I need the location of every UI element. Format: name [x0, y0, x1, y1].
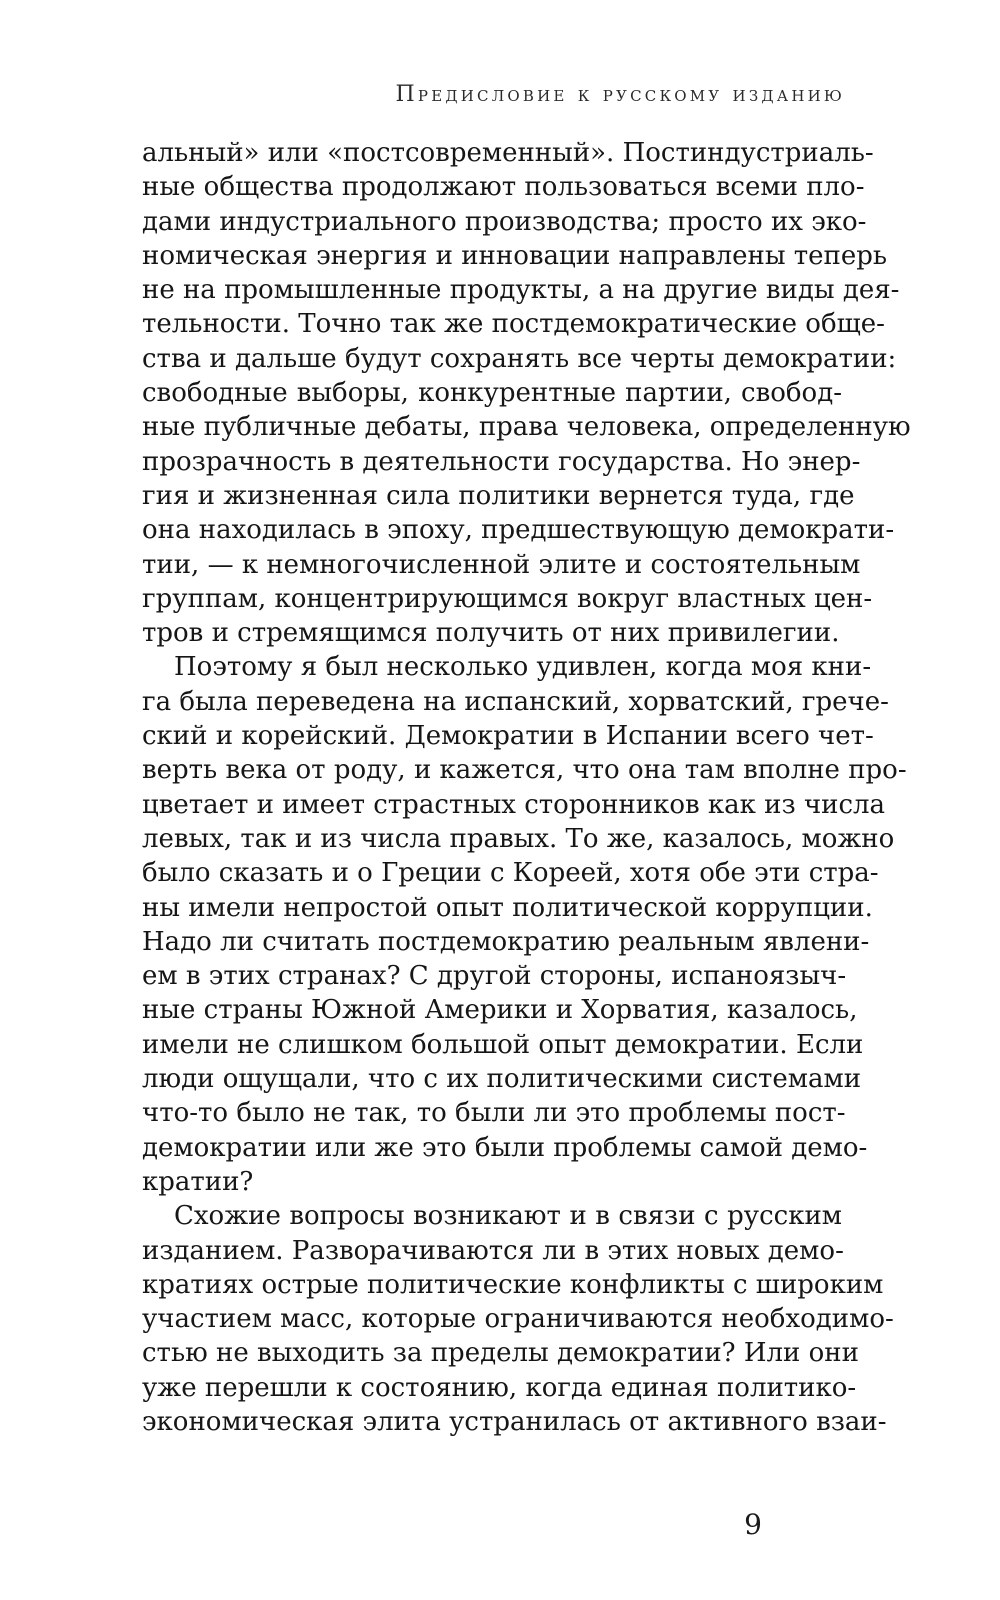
running-head: Предисловие к русскому изданию [395, 82, 845, 107]
text-line: тельности. Точно так же постдемократические обще- [142, 309, 885, 340]
text-line: ства и дальше будут сохранять все черты демократии: [142, 343, 897, 374]
text-line: ем в этих странах? С другой стороны, испаноязыч- [142, 961, 847, 992]
text-line: было сказать и о Греции с Кореей, хотя обе эти стра- [142, 858, 879, 889]
text-line: она находилась в эпоху, предшествующую демократи- [142, 515, 895, 546]
text-line: стью не выходить за пределы демократии? Или они [142, 1338, 859, 1369]
text-line: тров и стремящимся получить от них привилегии. [142, 618, 840, 649]
text-line: ные общества продолжают пользоваться всеми пло- [142, 172, 865, 203]
text-line: номическая энергия и инновации направлены теперь [142, 240, 888, 271]
text-line: левых, так и из числа правых. То же, казалось, можно [142, 823, 895, 854]
text-line: цветает и имеет страстных сторонников как из числа [142, 789, 886, 820]
text-line: группам, концентрирующимся вокруг властных цен- [142, 583, 873, 614]
text-line: кратии? [142, 1166, 254, 1197]
text-line: дами индустриального производства; просто их эко- [142, 206, 867, 237]
text-line: что-то было не так, то были ли это проблемы пост- [142, 1098, 846, 1129]
body-text [142, 136, 911, 1439]
text-line: демократии или же это были проблемы самой демо- [142, 1132, 868, 1163]
text-line: гия и жизненная сила политики вернется туда, где [142, 480, 855, 511]
text-line: тии, — к немногочисленной элите и состоятельным [142, 549, 861, 580]
text-line: верть века от роду, и кажется, что она там вполне про- [142, 755, 907, 786]
text-line: свободные выборы, конкурентные партии, свобод- [142, 378, 842, 409]
paragraph-start-line: Поэтому я был несколько удивлен, когда моя кни- [174, 652, 872, 683]
text-line: кратиях острые политические конфликты с широким [142, 1269, 884, 1300]
text-line: ский и корейский. Демократии в Испании всего чет- [142, 721, 874, 752]
text-line: Надо ли считать постдемократию реальным явлени- [142, 926, 870, 957]
text-line: экономическая элита устранилась от активного взаи- [142, 1406, 887, 1437]
text-line: га была переведена на испанский, хорватский, грече- [142, 686, 889, 717]
text-line: уже перешли к состоянию, когда единая политико- [142, 1372, 857, 1403]
text-line: прозрачность в деятельности государства. Но энер- [142, 446, 861, 477]
text-line: участием масс, которые ограничиваются необходимо- [142, 1304, 894, 1335]
text-line: альный» или «постсовременный». Постиндустриаль- [142, 138, 874, 168]
paragraph-start-line: Схожие вопросы возникают и в связи с русским [174, 1201, 842, 1232]
text-line: имели не слишком большой опыт демократии. Если [142, 1029, 864, 1060]
text-line: люди ощущали, что с их политическими системами [142, 1064, 862, 1095]
text-line: ны имели непростой опыт политической коррупции. [142, 892, 873, 923]
page-number: 9 [744, 1508, 762, 1541]
text-line: не на промышленные продукты, а на другие виды дея- [142, 275, 900, 306]
text-line: ные страны Южной Америки и Хорватия, казалось, [142, 995, 858, 1026]
text-line: ные публичные дебаты, права человека, определенную [142, 412, 911, 443]
text-line: изданием. Разворачиваются ли в этих новых демо- [142, 1235, 844, 1266]
